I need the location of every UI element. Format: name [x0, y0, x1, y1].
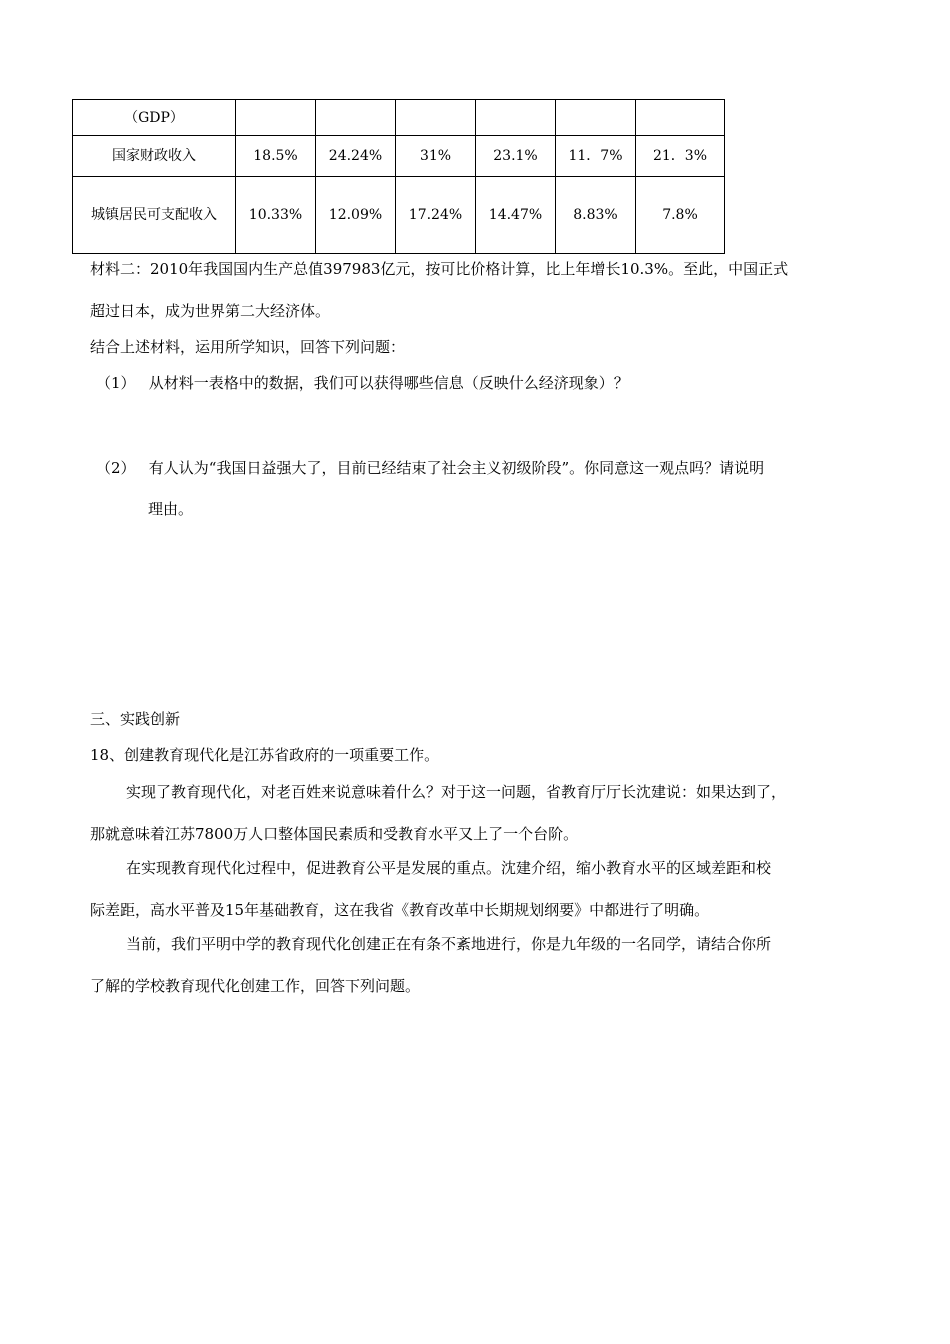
table-cell: 10.33% [236, 177, 316, 254]
table-cell: 24.24% [316, 136, 396, 177]
table-cell [236, 100, 316, 136]
table-cell: 11．7% [556, 136, 636, 177]
paragraph-1-line1: 实现了教育现代化，对老百姓来说意味着什么？对于这一问题，省教育厅厅长沈建说：如果达到了， [126, 783, 787, 801]
data-table [72, 99, 725, 254]
table-cell: 21．3% [636, 136, 725, 177]
table-cell: 17.24% [396, 177, 476, 254]
question-text: 有人认为“我国日益强大了，目前已经结束了社会主义初级阶段”。你同意这一观点吗？请说明 [148, 459, 765, 477]
question-2 [96, 458, 764, 478]
table-cell [636, 100, 725, 136]
table-cell [316, 100, 396, 136]
question-number: （2） [96, 459, 136, 477]
paragraph-3-line2: 了解的学校教育现代化创建工作，回答下列问题。 [90, 977, 421, 995]
table-cell: 18.5% [236, 136, 316, 177]
section-heading: 三、实践创新 [90, 710, 181, 728]
material2-line2: 超过日本，成为世界第二大经济体。 [90, 302, 331, 320]
question-text: 从材料一表格中的数据，我们可以获得哪些信息（反映什么经济现象）？ [148, 374, 629, 392]
table-cell: 8.83% [556, 177, 636, 254]
row-label: 国家财政收入 [73, 136, 236, 177]
material2-line1: 材料二：2010年我国国内生产总值397983亿元，按可比价格计算，比上年增长10.3%。至此，中国正式 [90, 260, 789, 278]
question-18-title: 18、创建教育现代化是江苏省政府的一项重要工作。 [90, 746, 440, 764]
paragraph-1-line2: 那就意味着江苏7800万人口整体国民素质和受教育水平又上了一个台阶。 [90, 825, 579, 843]
table-row [73, 136, 725, 177]
paragraph-2-line2: 际差距，高水平普及15年基础教育，这在我省《教育改革中长期规划纲要》中都进行了明确。 [90, 901, 710, 919]
table-cell: 7.8% [636, 177, 725, 254]
row-label: （GDP） [73, 100, 236, 136]
paragraph-2-line1: 在实现教育现代化过程中，促进教育公平是发展的重点。沈建介绍，缩小教育水平的区域差距和校 [126, 859, 772, 877]
table-cell [476, 100, 556, 136]
question-2-line2: 理由。 [148, 500, 194, 518]
table-cell: 23.1% [476, 136, 556, 177]
table-cell: 31% [396, 136, 476, 177]
table-cell: 12.09% [316, 177, 396, 254]
table-row [73, 177, 725, 254]
instruction-text: 结合上述材料，运用所学知识，回答下列问题： [90, 338, 406, 356]
question-1 [96, 373, 629, 393]
table-row [73, 100, 725, 136]
row-label: 城镇居民可支配收入 [73, 177, 236, 254]
table-cell [556, 100, 636, 136]
table-cell: 14.47% [476, 177, 556, 254]
table-cell [396, 100, 476, 136]
question-number: （1） [96, 374, 136, 392]
paragraph-3-line1: 当前，我们平明中学的教育现代化创建正在有条不紊地进行，你是九年级的一名同学，请结合你所 [126, 935, 772, 953]
